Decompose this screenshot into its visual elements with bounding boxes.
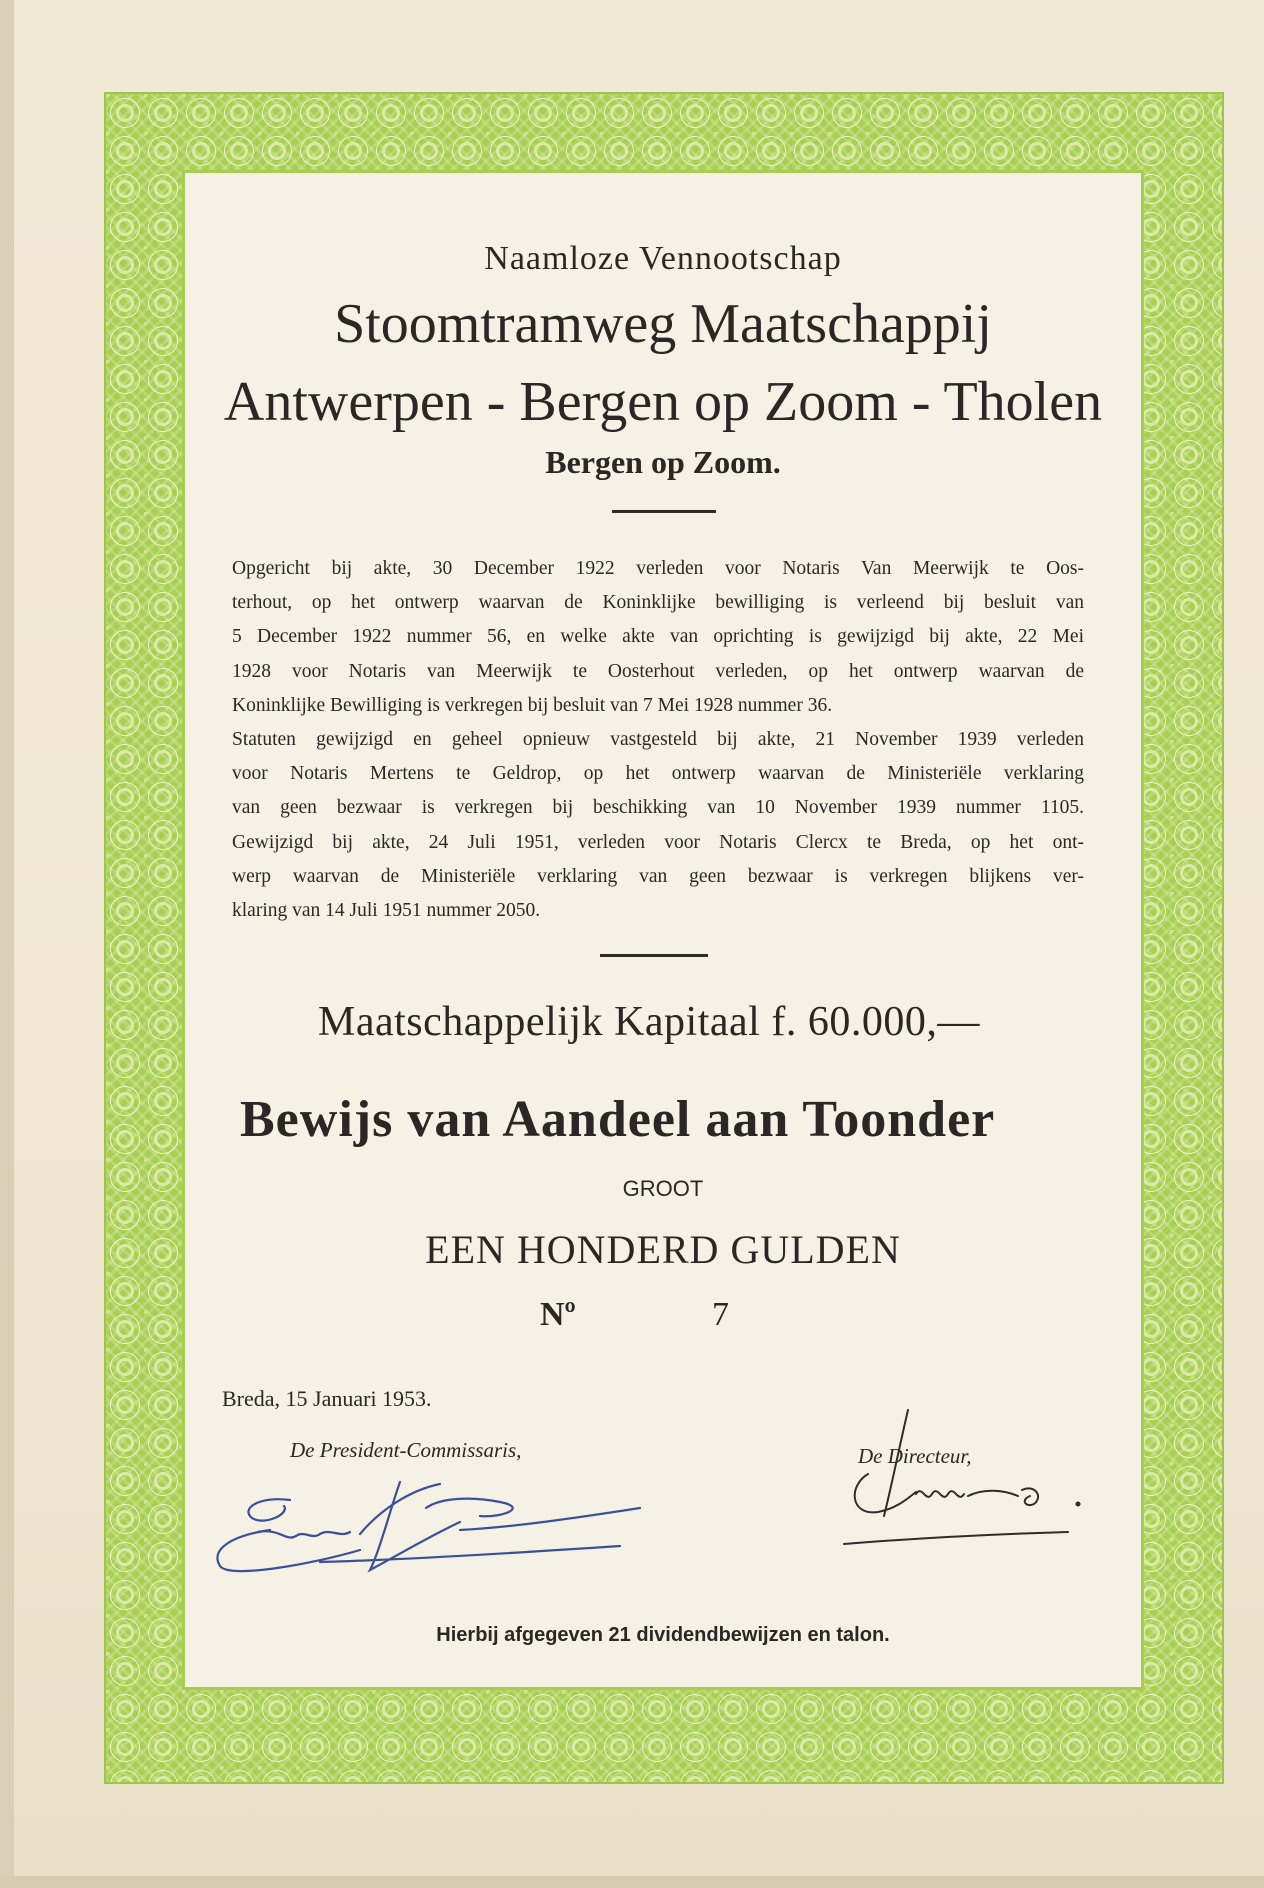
president-commissioner-label: De President-Commissaris,	[290, 1438, 522, 1462]
divider-top	[612, 510, 716, 513]
statutes-line: werp waarvan de Ministeriële verklaring van geen bezwaar is verkregen blijkens ver-	[232, 865, 1084, 887]
statutes-line: Gewijzigd bij akte, 24 Juli 1951, verleden voor Notaris Clercx te Breda, op het ont-	[232, 831, 1084, 853]
certificate-number: 7	[712, 1296, 729, 1333]
statutes-line: voor Notaris Mertens te Geldrop, op het ontwerp waarvan de Ministeriële verklaring	[232, 763, 1084, 785]
amount-prefix: GROOT	[622, 1176, 704, 1201]
divider-middle	[600, 954, 708, 957]
company-seat: Bergen op Zoom.	[545, 444, 781, 480]
statutes-line: van geen bezwaar is verkregen bij beschikking van 10 November 1939 nummer 1105.	[232, 797, 1084, 819]
share-title: Bewijs van Aandeel aan Toonder	[240, 1091, 996, 1148]
statutes-line: Opgericht bij akte, 30 December 1922 verleden voor Notaris Van Meerwijk te Oos-	[232, 558, 1084, 579]
footer-note: Hierbij afgegeven 21 dividendbewijzen en talon.	[436, 1624, 890, 1646]
statutes-line: klaring van 14 Juli 1951 nummer 2050.	[232, 899, 541, 921]
paper-edge-bottom	[0, 1876, 1264, 1888]
statutes-line: 5 December 1922 nummer 56, en welke akte van oprichting is gewijzigd bij akte, 22 Mei	[232, 626, 1084, 648]
share-capital: Maatschappelijk Kapitaal f. 60.000,—	[318, 999, 980, 1045]
paper-edge-left	[0, 0, 14, 1888]
company-name-line2: Antwerpen - Bergen op Zoom - Tholen	[223, 371, 1103, 433]
statutes-line: Koninklijke Bewilliging is verkregen bij besluit van 7 Mei 1928 nummer 36.	[232, 694, 833, 716]
number-label: Nº	[540, 1296, 576, 1333]
share-amount: EEN HONDERD GULDEN	[425, 1227, 901, 1272]
statutes-line: Statuten gewijzigd en geheel opnieuw vastgesteld bij akte, 21 November 1939 verleden	[232, 728, 1084, 750]
company-name-line1: Stoomtramweg Maatschappij	[334, 293, 992, 355]
company-form: Naamloze Vennootschap	[484, 240, 842, 277]
statutes-text	[232, 552, 1084, 928]
statutes-line: terhout, op het ontwerp waarvan de Koninklijke bewilliging is verleend bij besluit van	[232, 592, 1084, 614]
statutes-line: 1928 voor Notaris van Meerwijk te Oosterhout verleden, op het ontwerp waarvan de	[232, 660, 1084, 682]
president-signature	[200, 1470, 660, 1590]
director-label: De Directeur,	[858, 1444, 972, 1468]
place-and-date: Breda, 15 Januari 1953.	[222, 1386, 432, 1411]
director-signature	[808, 1404, 1098, 1554]
